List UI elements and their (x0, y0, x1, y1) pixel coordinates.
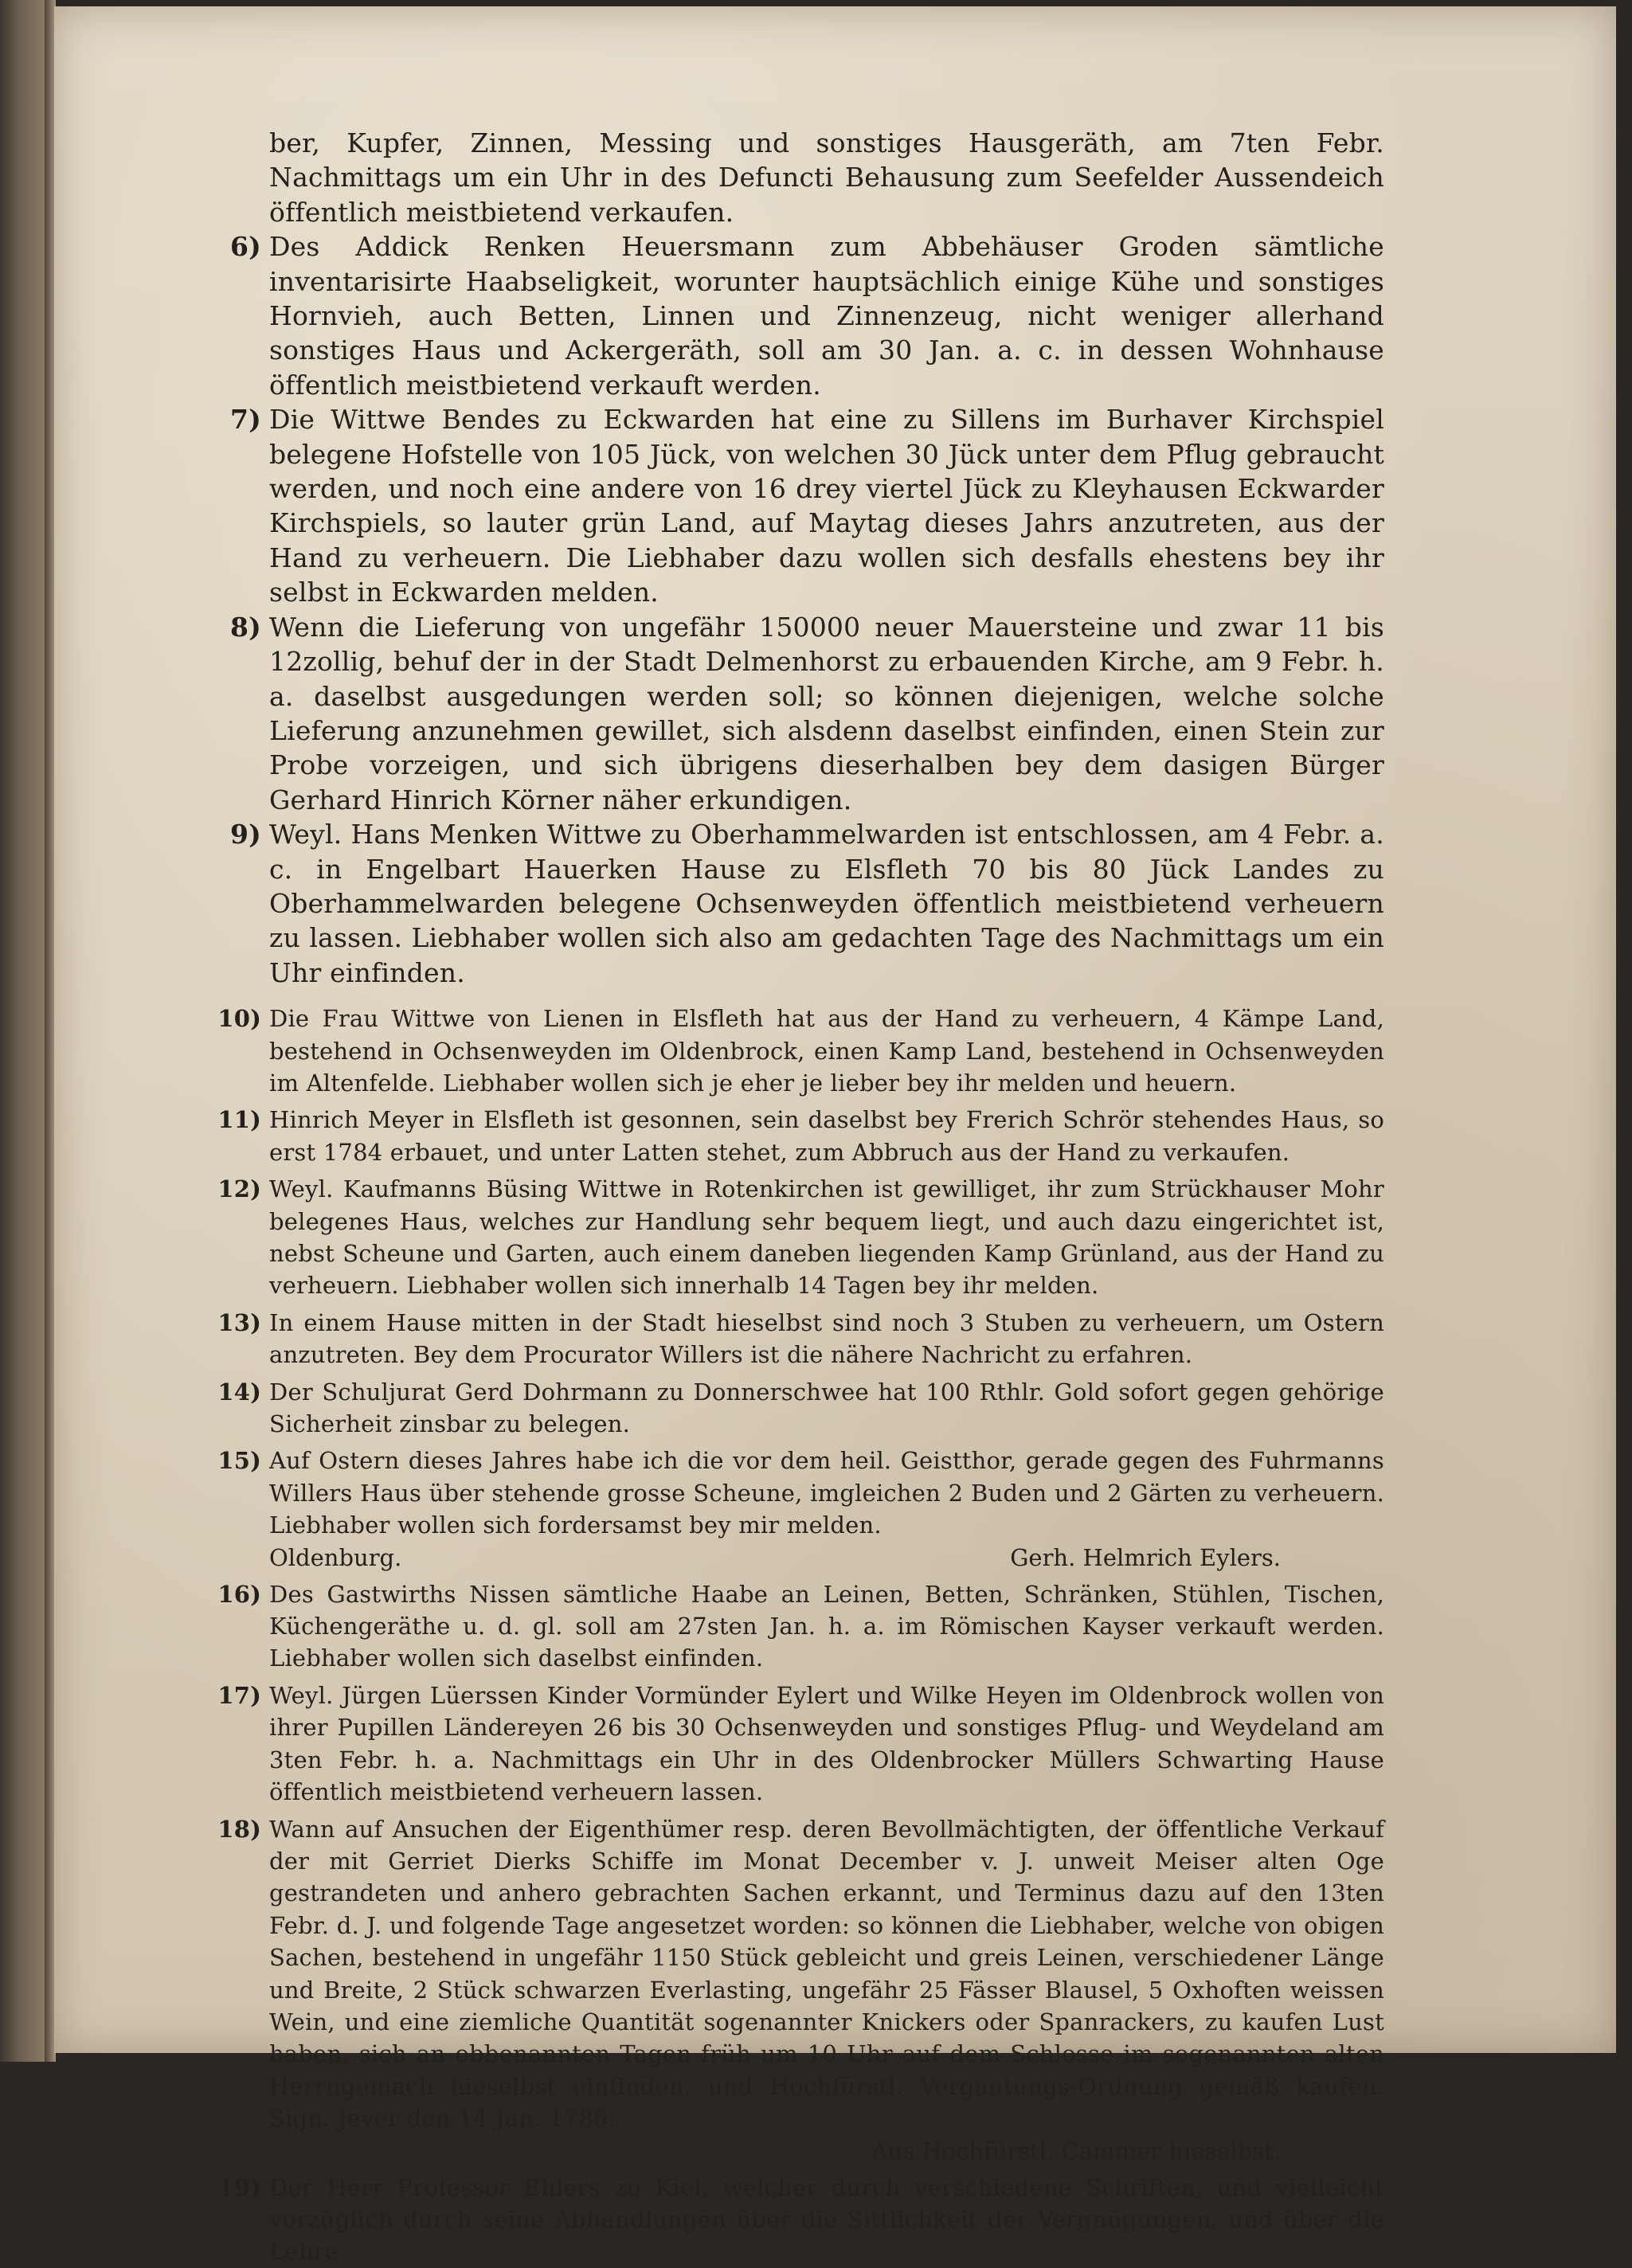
paragraph-text: Weyl. Hans Menken Wittwe zu Oberhammelwarden ist entschlossen, am 4 Febr. a. c. in Engelbart Hauerken Hause zu Elsfleth 70 bis 80 Jück Landes zu Oberhammelwarden belegene Ochsenweyden öffentlich meistbietend verheuern zu lassen. Liebhaber wollen sich also am gedachten Tage des Nachmittags um ein Uhr einfinden. (269, 819, 1384, 988)
paragraph-text: ber, Kupfer, Zinnen, Messing und sonstiges Hausgeräth, am 7ten Febr. Nachmittags um ein Uhr in des Defuncti Behausung zum Seefelder Aussendeich öffentlich meistbietend verkaufen. (269, 127, 1384, 228)
paragraph-number: 15) (217, 1447, 261, 1475)
paragraph-14 (205, 1376, 1384, 1441)
paragraph-number: 17) (217, 1681, 261, 1709)
left-page-edge (0, 0, 48, 2062)
signature-row-cammer (205, 2135, 1384, 2167)
signature-cammer: Aus Hochfürstl. Cammer hieselbst. (871, 2137, 1281, 2164)
paragraph-number: 8) (230, 611, 261, 643)
paragraph-text: Die Wittwe Bendes zu Eckwarden hat eine zu Sillens im Burhaver Kirchspiel belegene Hofstelle von 105 Jück, von welchen 30 Jück unter dem Pflug gebraucht werden, und noch eine andere von 16 drey viertel Jück zu Kleyhausen Eckwarder Kirchspiels, so lauter grün Land, auf Maytag dieses Jahrs anzutreten, aus der Hand zu verheuern. Die Liebhaber dazu wollen sich desfalls ehestens bey ihr selbst in Eckwarden melden. (269, 404, 1384, 608)
paragraph-17 (205, 1679, 1384, 1809)
paragraph-number: 10) (217, 1005, 261, 1033)
text-block (205, 126, 1384, 2268)
document-page (54, 6, 1616, 2266)
paragraph-text: Auf Ostern dieses Jahres habe ich die vor dem heil. Geistthor, gerade gegen des Fuhrmanns Willers Haus über stehende grosse Scheune, imgleichen 2 Buden und 2 Gärten zu verheuern. Liebhaber wollen sich fordersamst bey mir melden. (269, 1447, 1384, 1539)
paragraph-19 (205, 2172, 1384, 2268)
paragraph-text: Hinrich Meyer in Elsfleth ist gesonnen, sein daselbst bey Frerich Schrör stehendes Haus, so erst 1784 erbauet, und unter Latten stehet, zum Abbruch aus der Hand zu verkaufen. (269, 1106, 1384, 1166)
paragraph-text: In einem Hause mitten in der Stadt hieselbst sind noch 3 Stuben zu verheuern, um Ostern anzutreten. Bey dem Procurator Willers ist die nähere Nachricht zu erfahren. (269, 1308, 1384, 1369)
paragraph-continuation (205, 126, 1384, 229)
paragraph-number: 6) (230, 231, 261, 263)
paragraph-text: Weyl. Kaufmanns Büsing Wittwe in Rotenkirchen ist gewilliget, ihr zum Strückhauser Mohr belegenes Haus, welches zur Handlung sehr bequem liegt, und auch dazu eingerichtet ist, nebst Scheune und Garten, auch einem daneben liegenden Kamp Grünland, aus der Hand zu verheuern. Liebhaber wollen sich innerhalb 14 Tagen bey ihr melden. (269, 1175, 1384, 1300)
paragraph-number: 7) (230, 404, 261, 436)
paragraph-text: Des Addick Renken Heuersmann zum Abbehäuser Groden sämtliche inventarisirte Haabseligkeit, worunter hauptsächlich einige Kühe und sonstiges Hornvieh, auch Betten, Linnen und Zinnenzeug, nicht weniger allerhand sonstiges Haus und Ackergeräth, soll am 30 Jan. a. c. in dessen Wohnhause öffentlich meistbietend verkauft werden. (269, 231, 1384, 401)
paragraph-number: 18) (217, 1815, 261, 1843)
paragraph-11 (205, 1104, 1384, 1168)
paragraph-number: 14) (217, 1378, 261, 1406)
paragraph-9 (205, 817, 1384, 990)
paragraph-number: 12) (217, 1175, 261, 1203)
paragraph-18 (205, 1813, 1384, 2135)
paragraph-number: 11) (217, 1106, 261, 1134)
paragraph-10 (205, 1003, 1384, 1099)
paragraph-text: Wann auf Ansuchen der Eigenthümer resp. deren Bevollmächtigten, der öffentliche Verkauf der mit Gerriet Dierks Schiffe im Monat December v. J. unweit Meiser alten Oge gestrandeten und anhero gebrachten Sachen erkannt, und Terminus dazu auf den 13ten Febr. d. J. und folgende Tage angesetzet worden: so können die Liebhaber, welche von obigen Sachen, bestehend in ungefähr 1150 Stück gebleicht und greis Leinen, verschiedener Länge und Breite, 2 Stück schwarzen Everlasting, ungefähr 25 Fässer Blausel, 5 Oxhoften weissen Wein, und eine ziemliche Quantität sogenannter Knickers oder Spanrackers, zu kaufen Lust haben, sich an obbenannten Tagen früh um 10 Uhr auf dem Schlosse im sogenannten alten Herrngemach hieselbst einfinden, und Hochfürstl. Vergantungs-Ordnung gemäß kaufen. Sign. Jever den 14 Jan. 1786. (269, 1815, 1384, 2133)
paragraph-text: Des Gastwirths Nissen sämtliche Haabe an Leinen, Betten, Schränken, Stühlen, Tischen, Küchengeräthe u. d. gl. soll am 27sten Jan. h. a. im Römischen Kayser verkauft werden. Liebhaber wollen sich daselbst einfinden. (269, 1580, 1384, 1672)
paragraph-text: Der Schuljurat Gerd Dohrmann zu Donnerschwee hat 100 Rthlr. Gold sofort gegen gehörige Sicherheit zinsbar zu belegen. (269, 1378, 1384, 1438)
paragraph-16 (205, 1578, 1384, 1675)
paragraph-number: 13) (217, 1308, 261, 1336)
paragraph-text: Wenn die Lieferung von ungefähr 150000 neuer Mauersteine und zwar 11 bis 12zollig, behuf der in der Stadt Delmenhorst zu erbauenden Kirche, am 9 Febr. h. a. daselbst ausgedungen werden soll; so können diejenigen, welche solche Lieferung anzunehmen gewillet, sich alsdenn daselbst einfinden, einen Stein zur Probe vorzeigen, und sich übrigens dieserhalben bey dem dasigen Bürger Gerhard Hinrich Körner näher erkundigen. (269, 611, 1384, 815)
paragraph-8 (205, 610, 1384, 817)
paragraph-13 (205, 1307, 1384, 1371)
signature-place: Oldenburg. (269, 1543, 402, 1571)
paragraph-15 (205, 1445, 1384, 1541)
paragraph-number: 16) (217, 1580, 261, 1608)
signature-name: Gerh. Helmrich Eylers. (1010, 1543, 1281, 1571)
paragraph-12 (205, 1173, 1384, 1302)
signature-row-oldenburg (205, 1542, 1384, 1574)
paragraph-number: 19) (217, 2173, 261, 2201)
paragraph-number: 9) (230, 819, 261, 850)
paragraph-text: Die Frau Wittwe von Lienen in Elsfleth hat aus der Hand zu verheuern, 4 Kämpe Land, bestehend in Ochsenweyden im Oldenbrock, einen Kamp Land, bestehend in Ochsenweyden im Altenfelde. Liebhaber wollen sich je eher je lieber bey ihr melden und heuern. (269, 1005, 1384, 1097)
paragraph-text: Weyl. Jürgen Lüerssen Kinder Vormünder Eylert und Wilke Heyen im Oldenbrock wollen von ihrer Pupillen Ländereyen 26 bis 30 Ochsenweyden und sonstiges Pflug- und Weydeland am 3ten Febr. h. a. Nachmittags ein Uhr in des Oldenbrocker Müllers Schwarting Hause öffentlich meistbietend verheuern lassen. (269, 1681, 1384, 1806)
paragraph-6 (205, 229, 1384, 402)
paragraph-7 (205, 402, 1384, 609)
paragraph-text: Der Herr Professor Ehlers zu Kiel, welcher durch verschiedene Schriften, und vielleicht vorzüglich durch seine Abhandlungen über die Sittlichkeit der Vergnügungen, und über die Lehre (269, 2173, 1384, 2266)
